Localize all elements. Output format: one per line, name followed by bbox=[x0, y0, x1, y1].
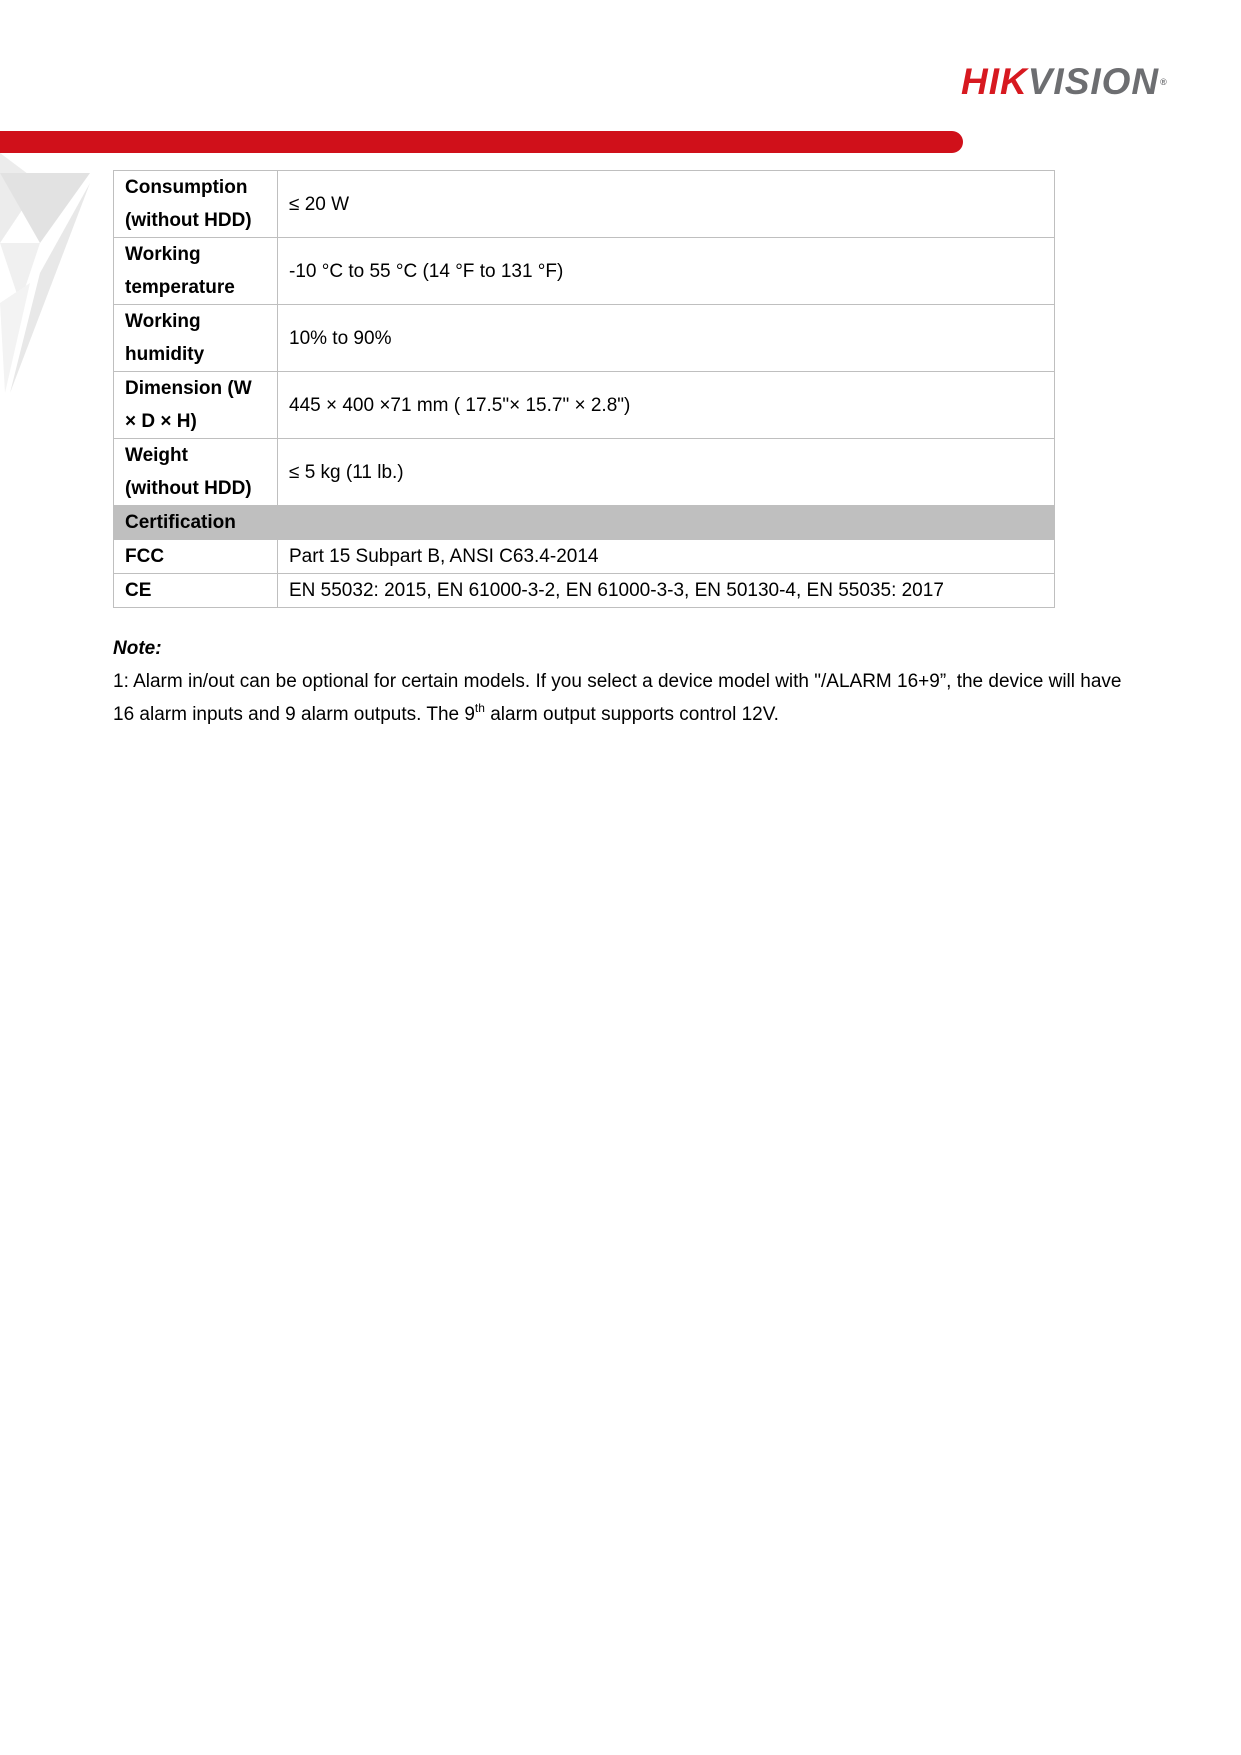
note-superscript: th bbox=[474, 701, 485, 715]
note-title: Note: bbox=[113, 638, 162, 659]
spec-row-fcc bbox=[114, 540, 1055, 574]
spec-label: Working temperature bbox=[114, 238, 278, 305]
note-text bbox=[113, 665, 1123, 731]
registered-mark: ® bbox=[1160, 77, 1168, 87]
header-red-bar bbox=[0, 131, 963, 153]
spec-row-working-temperature bbox=[114, 238, 1055, 305]
spec-row-ce bbox=[114, 574, 1055, 608]
spec-label: Consumption (without HDD) bbox=[114, 171, 278, 238]
section-header-certification bbox=[114, 506, 1055, 540]
spec-value: -10 °C to 55 °C (14 °F to 131 °F) bbox=[278, 238, 1055, 305]
spec-row-dimension bbox=[114, 372, 1055, 439]
note-text-part2: alarm output supports control 12V. bbox=[484, 704, 779, 725]
spec-label: Working humidity bbox=[114, 305, 278, 372]
note-text-part1: 1: Alarm in/out can be optional for certain models. If you select a device model with "/ALARM 16+9”, the device will have 16 alarm inputs and 9 alarm outputs. The 9 bbox=[113, 671, 1122, 725]
spec-label: FCC bbox=[114, 540, 278, 574]
spec-row-consumption bbox=[114, 171, 1055, 238]
spec-value: ≤ 5 kg (11 lb.) bbox=[278, 439, 1055, 506]
spec-row-working-humidity bbox=[114, 305, 1055, 372]
spec-value: Part 15 Subpart B, ANSI C63.4-2014 bbox=[278, 540, 1055, 574]
logo-text-vision: VISION bbox=[1027, 61, 1160, 102]
spec-table bbox=[113, 170, 1055, 608]
decorative-triangles-icon bbox=[0, 153, 95, 403]
spec-value: EN 55032: 2015, EN 61000-3-2, EN 61000-3-3, EN 50130-4, EN 55035: 2017 bbox=[278, 574, 1055, 608]
spec-value: ≤ 20 W bbox=[278, 171, 1055, 238]
spec-row-weight bbox=[114, 439, 1055, 506]
spec-label: Dimension (W × D × H) bbox=[114, 372, 278, 439]
spec-label: CE bbox=[114, 574, 278, 608]
spec-value: 10% to 90% bbox=[278, 305, 1055, 372]
section-title: Certification bbox=[114, 506, 1055, 540]
spec-value: 445 × 400 ×71 mm ( 17.5"× 15.7" × 2.8") bbox=[278, 372, 1055, 439]
spec-label: Weight (without HDD) bbox=[114, 439, 278, 506]
logo-text-hik: HIK bbox=[961, 61, 1028, 102]
hikvision-logo bbox=[961, 62, 1168, 102]
note-section bbox=[113, 632, 1123, 731]
